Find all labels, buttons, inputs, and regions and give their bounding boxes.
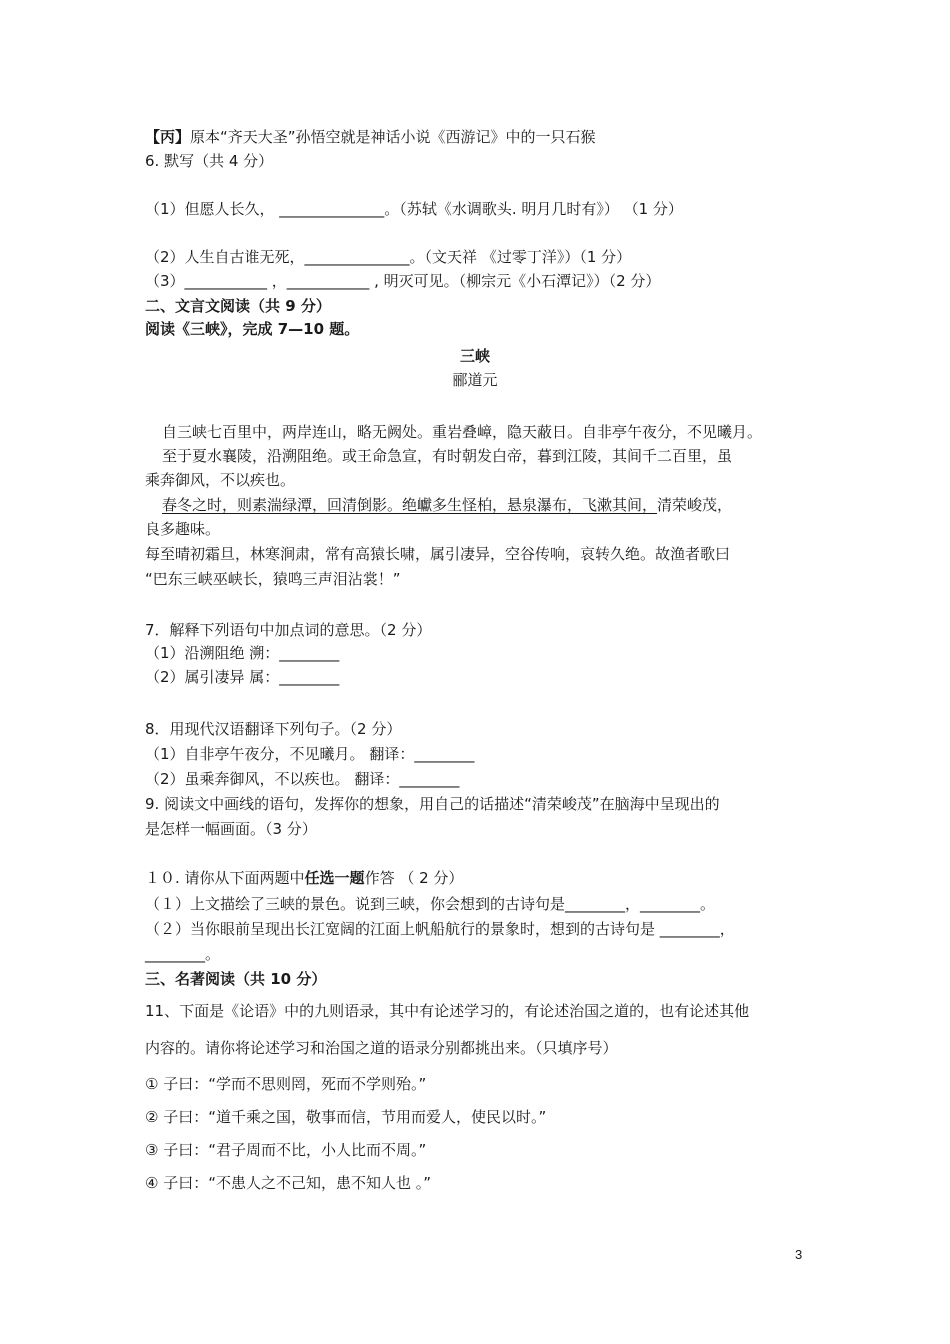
q7-item-2: （2）属引凄异 属：________ (145, 668, 340, 686)
passage-line: 自三峡七百里中，两岸连山，略无阙处。重岩叠嶂，隐天蔽日。自非亭午夜分，不见曦月。 (162, 423, 763, 441)
question-10: １０. 请你从下面两题中任选一题作答 （ 2 分） (145, 869, 464, 887)
q6-item-1: （1）但愿人长久， ______________。（苏轼《水调歌头. 明月几时有》） （1 分） (145, 200, 683, 218)
question-11-cont: 内容的。请你将论述学习和治国之道的语录分别都挑出来。（只填序号） (145, 1039, 618, 1057)
q6-item-3: （3）___________ ，___________ , 明灭可见。（柳宗元《小石潭记》）（2 分） (145, 272, 661, 290)
question-9: 9. 阅读文中画线的语句，发挥你的想象，用自己的话描述“清荣峻茂”在脑海中呈现出的 (145, 795, 720, 813)
page-number: 3 (795, 1247, 803, 1262)
passage-line: 良多趣味。 (145, 520, 221, 538)
q10-option-1: （１）上文描绘了三峡的景色。说到三峡，你会想到的古诗句是________，________。 (145, 895, 716, 913)
poem-author: 郦道元 (452, 371, 498, 389)
q8-item-1: （1）自非亭午夜分，不见曦月。 翻译：________ (145, 745, 475, 763)
analects-quote: ④ 子曰：“不患人之不己知，患不知人也 。” (145, 1174, 432, 1192)
passage-c-intro: 【丙】原本“齐天大圣”孙悟空就是神话小说《西游记》中的一只石猴 (145, 128, 596, 146)
question-9-cont: 是怎样一幅画面。（3 分） (145, 820, 317, 838)
q8-item-2: （2）虽乘奔御风，不以疾也。 翻译：________ (145, 770, 460, 788)
q10-option-2: （２）当你眼前呈现出长江宽阔的江面上帆船航行的景象时，想到的古诗句是 ________， (145, 920, 735, 938)
q10-option-2-cont: ________。 (145, 945, 221, 963)
passage-line-underlined: 春冬之时，则素湍绿潭，回清倒影。绝巘多生怪柏，悬泉瀑布，飞漱其间，清荣峻茂， (162, 496, 733, 514)
question-6-heading: 6. 默写（共 4 分） (145, 152, 274, 170)
reading-instruction: 阅读《三峡》，完成 7—10 题。 (145, 320, 360, 338)
passage-line: 乘奔御风，不以疾也。 (145, 471, 296, 489)
passage-line: “巴东三峡巫峡长，猿鸣三声泪沾裳！” (145, 570, 401, 588)
passage-line: 每至晴初霜旦，林寒涧肃，常有高猿长啸，属引凄异，空谷传响，哀转久绝。故渔者歌曰 (145, 545, 731, 563)
question-11: 11、下面是《论语》中的九则语录，其中有论述学习的，有论述治国之道的，也有论述其他 (145, 1002, 750, 1020)
passage-line: 至于夏水襄陵，沿溯阻绝。或王命急宣，有时朝发白帝，暮到江陵，其间千二百里，虽 (162, 447, 733, 465)
question-7: 7．解释下列语句中加点词的意思。（2 分） (145, 621, 432, 639)
section-3-heading: 三、名著阅读（共 10 分） (145, 970, 327, 988)
q6-item-2: （2）人生自古谁无死，______________。（文天祥 《过零丁洋》）（1 分） (145, 248, 632, 266)
question-8: 8．用现代汉语翻译下列句子。（2 分） (145, 720, 402, 738)
poem-title: 三峡 (459, 347, 490, 365)
section-2-heading: 二、文言文阅读（共 9 分） (145, 297, 331, 315)
analects-quote: ② 子曰：“道千乘之国，敬事而信，节用而爱人，使民以时。” (145, 1108, 547, 1126)
analects-quote: ③ 子曰：“君子周而不比，小人比而不周。” (145, 1141, 427, 1159)
analects-quote: ① 子曰：“学而不思则罔，死而不学则殆。” (145, 1075, 427, 1093)
q7-item-1: （1）沿溯阻绝 溯：________ (145, 644, 340, 662)
